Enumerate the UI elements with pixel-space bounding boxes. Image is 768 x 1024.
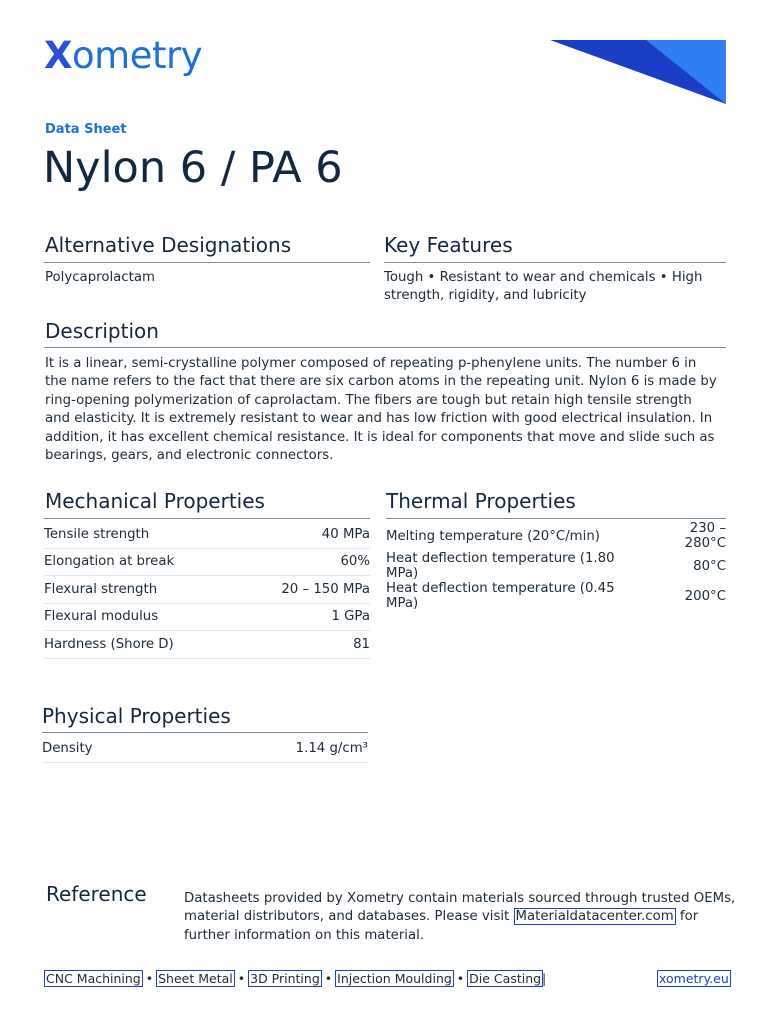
reference-text: Datasheets provided by Xometry contain materials sourced through trusted OEMs, material distributors, and databases. Please visit Materialdatacenter.com for further information on this material. [184,891,736,943]
footer-link-injection-moulding[interactable]: Injection Moulding [337,971,452,986]
physical-properties-heading: Physical Properties [42,704,231,728]
mechanical-properties-heading: Mechanical Properties [45,489,265,513]
property-value: 200°C [684,588,726,604]
alt-designations-rule [44,262,370,263]
property-value: 81 [238,631,370,659]
property-value: 1 GPa [238,603,370,631]
table-row [44,521,370,548]
key-features-text: Tough • Resistant to wear and chemicals • High strength, rigidity, and lubricity [384,270,703,304]
table-row [44,603,370,631]
table-row [44,576,370,604]
property-name: Density [42,735,176,762]
reference-heading: Reference [46,882,147,906]
property-name: Flexural strength [44,576,238,604]
physical-properties-table [42,735,368,763]
thermal-properties-table [386,521,726,611]
thermal-properties-heading: Thermal Properties [386,489,576,513]
description-heading: Description [45,319,159,343]
footer-links: CNC Machining • Sheet Metal • 3D Printing • Injection Moulding • Die Casting [46,971,542,986]
key-features-heading: Key Features [384,233,513,257]
property-value: 20 – 150 MPa [238,576,370,604]
corner-triangle-graphic [550,40,726,104]
property-value: 60% [238,548,370,576]
property-name: Heat deflection temperature (1.80 MPa) [386,551,615,581]
footer-link-sheet-metal[interactable]: Sheet Metal [158,971,233,986]
description-rule [44,347,726,348]
logo-wordmark: ometry [72,34,203,77]
thermal-rule [386,518,726,519]
table-row [42,735,368,762]
physical-rule [42,732,368,733]
property-name: Flexural modulus [44,603,238,631]
property-value: 230 – 280°C [684,521,726,551]
property-name: Heat deflection temperature (0.45 MPa) [386,581,615,611]
footer-link-3d-printing[interactable]: 3D Printing [250,971,320,986]
property-name: Melting temperature (20°C/min) [386,528,600,544]
footer-link-cnc-machining[interactable]: CNC Machining [46,971,141,986]
xometry-logo [44,34,202,78]
alt-designations-text: Polycaprolactam [45,270,155,285]
materialdatacenter-link[interactable]: Materialdatacenter.com [515,909,674,925]
mechanical-rule [44,518,370,519]
footer-divider: | [542,971,547,986]
key-features-rule [384,262,726,263]
table-row [386,521,726,551]
property-name: Tensile strength [44,521,238,548]
property-value: 80°C [693,558,726,574]
xometry-site-link[interactable]: xometry.eu [659,971,729,986]
table-row [44,631,370,659]
mechanical-properties-table [44,521,370,659]
description-text: It is a linear, semi-crystalline polymer composed of repeating p-phenylene units. The number 6 in the name refers to the fact that there are six carbon atoms in the repeating unit. Nylon 6 is made by ring-opening polymerization of caprolactam. The fibers are tough but retain high tensile strength and elasticity. It is extremely resistant to wear and has low friction with good electrical insulation. In addition, it has excellent chemical resistance. It is ideal for components that move and slide such as bearings, gears, and electronic connectors. [45,356,717,464]
table-row [386,551,726,581]
alt-designations-heading: Alternative Designations [45,233,292,257]
property-name: Hardness (Shore D) [44,631,238,659]
page-title: Nylon 6 / PA 6 [43,143,343,193]
table-row [386,581,726,611]
logo-x-mark: X [44,34,73,77]
footer-site-link [657,970,731,988]
property-value: 1.14 g/cm³ [176,735,368,762]
table-row [44,548,370,576]
eyebrow-label: Data Sheet [45,122,127,137]
footer-link-die-casting[interactable]: Die Casting [469,971,542,986]
property-value: 40 MPa [238,521,370,548]
property-name: Elongation at break [44,548,238,576]
